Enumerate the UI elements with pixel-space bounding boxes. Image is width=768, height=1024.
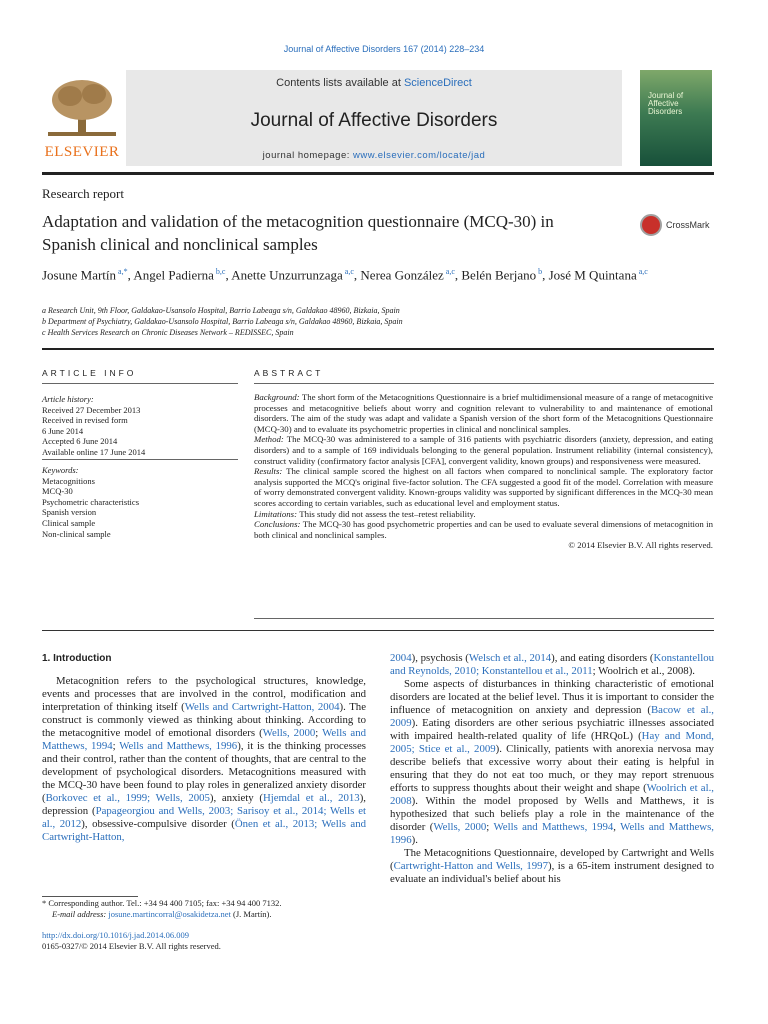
journal-reference[interactable]: Journal of Affective Disorders 167 (2014) 228–234 [283,44,485,54]
affiliation-key: a [42,306,48,315]
issn-line: 0165-0327/© 2014 Elsevier B.V. All rights reserved. [42,941,221,951]
abstract-section [254,392,713,434]
affiliation-text: Research Unit, 9th Floor, Galdakao-Usansolo Hospital, Barrio Labeaga s/n, Galdakao 48960, Bizkaia, Spain [48,306,400,315]
abstract-section-label: Background: [254,392,302,402]
paragraph [390,678,714,847]
elsevier-tree-icon [42,76,122,138]
keyword: Clinical sample [42,517,96,528]
citation-link[interactable]: Woolrich et al., 2008 [390,782,715,807]
citation-link[interactable]: Önen et al., 2013; Wells and Cartwright-Hatton, [42,818,367,843]
author-name: Josune Martín [42,267,117,283]
divider [254,618,714,619]
article-type: Research report [42,186,124,201]
affiliation [42,305,682,316]
affiliation-text: Department of Psychiatry, Galdakao-Usansolo Hospital, Barrio Labeaga s/n, Galdakao 48960, Bizkaia, Spain [48,317,403,326]
citation-link[interactable]: Wells and Matthews, 1994 [42,727,366,752]
abstract-section-text: This study did not assess the test–retest reliability. [299,508,476,519]
divider [254,383,714,384]
citation-link[interactable]: Cartwright-Hatton and Wells, 1997 [393,860,548,872]
crossmark-icon [640,214,662,236]
keyword: Psychometric characteristics [42,496,140,507]
body-column-left [42,652,366,844]
abstract-section-label: Limitations: [254,508,300,519]
affiliation-text: Health Services Research on Chronic Diseases Network – REDISSEC, Spain [47,328,294,337]
citation-link[interactable]: Wells, 2000 [262,727,316,739]
masthead [42,70,714,166]
text-run: ). Within the model proposed by Wells and Matthews, it is hypothesized that such beliefs play a role in the maintenance of the disorder ( [390,795,714,833]
author-name: Anette Unzurrunzaga [231,267,343,283]
cover-line: Disorders [648,107,683,116]
copyright: © 2014 Elsevier B.V. All rights reserved. [568,540,713,551]
citation-link[interactable]: Hjemdal et al., 2013 [262,792,360,804]
crossmark-button[interactable] [640,212,718,240]
text-run: ), is a 65-item instrument designed to evaluate an individual's belief about his [390,860,714,885]
homepage-line [126,150,622,161]
keywords [42,465,238,539]
citation-link[interactable]: Wells, 2000 [433,821,487,833]
keyword: Non-clinical sample [42,528,111,539]
history-item: 6 June 2014 [42,425,84,436]
author-affiliation-mark[interactable]: b [536,267,543,276]
abstract-section-text: The short form of the Metacognitions Questionnaire is a brief multidimensional measure of a range of metacognitive processes and metacognitive beliefs about worry and cognition relevant to vulnerability to and maintenance of emotional disorders. The aim of the study was adapt and validate a Spanish version of the short form of the Metacognitions Questionnaire (MCQ-30) and to evaluate its psychometric properties in clinical and nonclinical samples. [254,392,713,434]
text-run: ), it is the thinking processes and their control, rather than the content of thoughts, that are central to the development of psychological disorders. Metacognitions measured with the MCQ-30 have been found to play roles in generalized anxiety disorder ( [42,740,366,804]
author-affiliation-mark[interactable]: a,* [116,267,128,276]
abstract-section [254,434,713,466]
citation-link[interactable]: Wells and Matthews, 1996 [119,740,238,752]
text-run: ; Woolrich et al., 2008). [592,665,696,677]
author-affiliation-mark[interactable]: a,c [443,267,455,276]
affiliation-key: c [42,328,48,337]
section-heading: 1. Introduction [42,653,112,664]
text-run: ). The construct is commonly viewed as thinking about thinking. According to the metacognitive model of emotional disorders ( [42,701,366,739]
citation-link[interactable]: 2004 [390,652,412,664]
keyword: Spanish version [42,507,97,518]
author-name: José M Quintana [548,267,637,283]
footnote-divider [42,896,138,897]
body-column-right [390,652,714,886]
divider [42,459,238,460]
affiliations [42,305,682,338]
abstract-body [254,392,713,551]
paragraph [42,675,366,844]
abstract-section [254,466,713,508]
text-run: ; [112,740,120,752]
text-run: ), psychosis ( [411,652,469,664]
crossmark-label: CrossMark [666,220,710,230]
divider [42,630,714,631]
keyword: MCQ-30 [42,486,73,497]
elsevier-wordmark: ELSEVIER [44,144,120,160]
history-item: Accepted 6 June 2014 [42,436,118,447]
journal-cover-image[interactable] [640,70,712,166]
author-list: Josune Martín $^{a,*}$, Angel Padierna $^{b,c}$, Anette Unzurrunzaga $^{a,c}$, Nerea González $^{a,c}$, Belén Berjano $^b$, José M Quintana $^{a,c}$ [42,267,648,283]
elsevier-logo [42,70,122,166]
citation-link[interactable]: Wells and Matthews, 1994 [493,821,614,833]
contents-prefix: Contents lists available at [276,77,404,89]
text-run: ), anxiety ( [209,792,263,804]
text-run: ), and eating disorders ( [551,652,654,664]
text-run: ), depression ( [42,792,366,817]
history-item: Received 27 December 2013 [42,404,141,415]
history-item: Received in revised form [42,415,128,426]
abstract-section-label: Conclusions: [254,519,303,530]
email-link[interactable]: josune.martincorral@osakidetza.net [108,908,231,919]
author-name: Nerea González [360,267,444,283]
affiliation [42,327,682,338]
citation-link[interactable]: Wells and Cartwright-Hatton, 2004 [184,701,340,713]
email-note [42,909,366,920]
text-run: ). [411,834,418,846]
abstract-section-text: The MCQ-30 was administered to a sample of 316 patients with psychiatric disorders (anxiety, depression, and eating disorders) and to a sample of 169 individuals belonging to the general population. Instrument reliability (internal consistency), construct validity (confirmatory factor analysis [CFA], convergent validity, known groups) and responsiveness were measured. [254,434,713,466]
citation-link[interactable]: Konstantellou and Reynolds, 2010; Konstantellou et al., 2011 [390,652,715,677]
article-title: Adaptation and validation of the metacognition questionnaire (MCQ-30) in Spanish clinical and nonclinical samples [42,212,554,254]
divider [42,348,714,350]
text-run: ). Clinically, patients with anorexia nervosa may describe beliefs that excessive worry about their eating is helpful in ensuring that they do not eat too much, or they may report strenuous efforts to suppress thoughts about their weight and shape ( [390,743,714,794]
affiliation-key: b [42,317,48,326]
divider [42,172,714,175]
citation-link[interactable]: Welsch et al., 2014 [468,652,552,664]
abstract-section-text: The clinical sample scored the highest on all factors when compared to nonclinical sample. The exploratory factor analysis supported the MCQ's original five-factor solution. The CFA suggested a good fit of the model. Correlation with measure of worry demonstrated convergent validity. Known-groups validity was supported by significant differences in the MCQ-30 mean scores according to certain variables, such as educational level and employment status. [254,466,713,508]
author-affiliation-mark[interactable]: a,c [342,267,354,276]
history-item: Available online 17 June 2014 [42,446,146,457]
abstract-section-text: The MCQ-30 has good psychometric properties and can be used to evaluate several dimensions of metacognition in both clinical and nonclinical samples. [254,519,713,540]
homepage-link[interactable]: www.elsevier.com/locate/jad [353,150,486,161]
paragraph [390,847,714,886]
citation-link[interactable]: Bacow et al., 2009 [390,704,714,729]
keyword: Metacognitions [42,475,95,486]
text-run: , [613,821,621,833]
cover-line: Affective [648,99,679,108]
abstract-section-label: Method: [254,434,287,445]
doi-link[interactable]: http://dx.doi.org/10.1016/j.jad.2014.06.009 [42,930,189,940]
keywords-label: Keywords: [42,465,79,475]
contents-line [126,77,622,89]
journal-title: Journal of Affective Disorders [250,110,498,131]
email-suffix: (J. Martín). [230,908,272,919]
article-history [42,394,238,458]
text-run: ; [486,821,494,833]
affiliation [42,316,682,327]
email-label: E-mail address: [52,908,109,919]
text-run: ), obsessive-compulsive disorder ( [81,818,235,830]
abstract-section [254,509,713,520]
citation-link[interactable]: Wells and Matthews, 1996 [390,821,714,846]
abstract-section [254,519,713,540]
cover-text [648,92,683,116]
author-name: Belén Berjano [461,267,537,283]
sciencedirect-link[interactable]: ScienceDirect [403,77,472,89]
citation-link[interactable]: Borkovec et al., 1999; Wells, 2005 [45,792,210,804]
history-label: Article history: [42,394,94,404]
paragraph [390,652,714,678]
corresponding-author-note: * Corresponding author. Tel.: +34 94 400 7105; fax: +34 94 400 7132. [42,898,282,908]
author-affiliation-mark[interactable]: a,c [636,267,648,276]
divider [42,383,238,384]
citation-link[interactable]: Papageorgiou and Wells, 2003; Sarisoy et al., 2014; Wells et al., 2012 [42,805,366,830]
author-affiliation-mark[interactable]: b,c [213,267,226,276]
text-run: Some aspects of disturbances in thinking characteristic of emotional disorders are located at the belief level. Thus it is important to consider the influence of metacognition on anxiety and depression ( [390,678,714,716]
doi-block [42,930,366,952]
abstract-section-label: Results: [254,466,287,477]
author-name: Angel Padierna [133,267,214,283]
cover-line: Journal of [648,91,684,100]
text-run: The Metacognitions Questionnaire, developed by Cartwright and Wells ( [390,847,714,872]
article-info-heading: ARTICLE INFO [42,368,137,378]
footnotes [42,898,366,919]
text-run: ; [315,727,323,739]
text-run: ). Eating disorders are other serious psychiatric illnesses associated with impaired health-related quality of life (HRQoL) ( [390,717,714,742]
abstract-heading: ABSTRACT [254,368,324,378]
citation-link[interactable]: Hay and Mond, 2005; Stice et al., 2009 [390,730,714,755]
masthead-box [126,70,622,166]
text-run: Metacognition refers to the psychological structures, knowledge, events and processes that are involved in the control, modification and interpretation of thinking itself ( [42,675,366,713]
homepage-prefix: journal homepage: [262,150,354,161]
